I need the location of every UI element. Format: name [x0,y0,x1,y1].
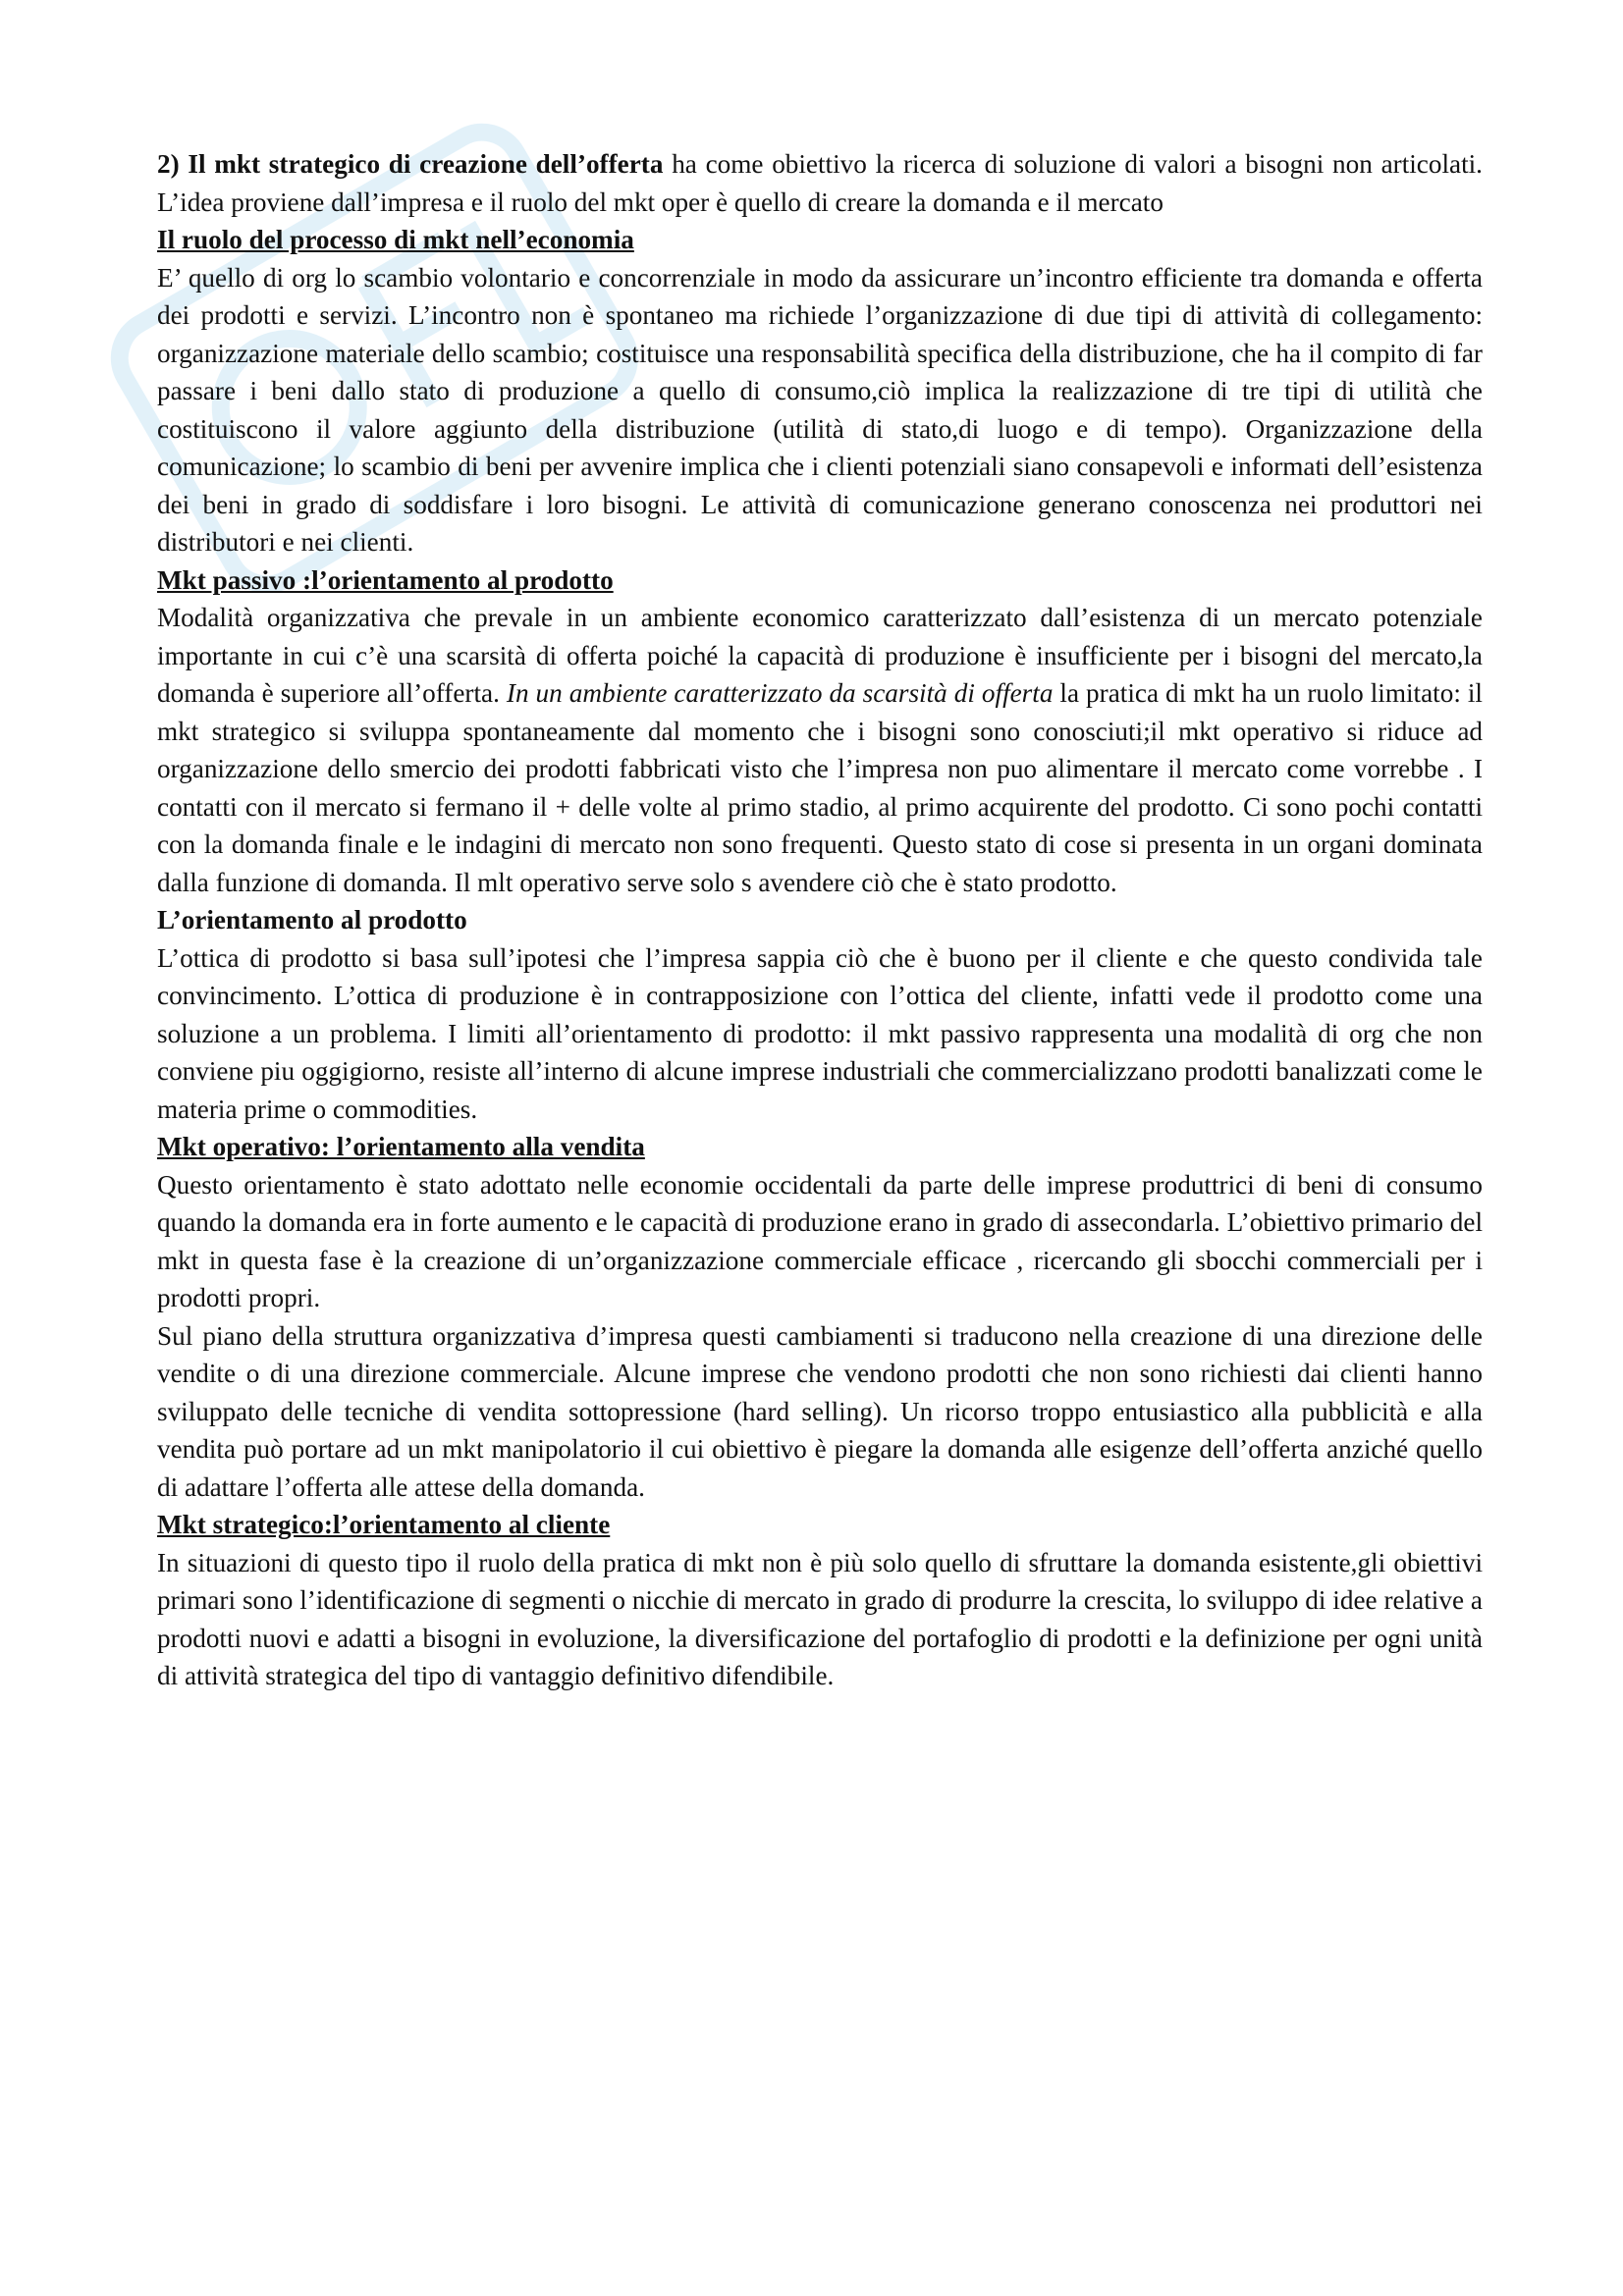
heading-orientamento-prodotto: L’orientamento al prodotto [157,905,467,934]
heading-mkt-operativo: Mkt operativo: l’orientamento alla vendita [157,1132,645,1161]
mkt-passivo-text-a: Modalità organizzativa che prevale in un ambiente economico caratterizzato dall’esistenza di un mercato potenziale importante in cui c’è una scarsità di offerta poiché la capacità di produzione è insufficiente per i bisogni del mercato,la domanda è superiore all’offerta. [157,603,1483,708]
document-page [157,145,1483,1695]
paragraph-mkt-passivo [157,599,1483,901]
paragraph-mkt-operativo: Questo orientamento è stato adottato nelle economie occidentali da parte delle imprese produttrici di beni di consumo quando la domanda era in forte aumento e le capacità di produzione erano in grado di assecondarla. L’obiettivo primario del mkt in questa fase è la creazione di un’organizzazione commerciale efficace , ricercando gli sbocchi commerciali per i prodotti propri. [157,1169,1483,1312]
paragraph-mkt-strategico: In situazioni di questo tipo il ruolo della pratica di mkt non è più solo quello di sfruttare la domanda esistente,gli obiettivi primari sono l’identificazione di segmenti o nicchie di mercato in grado di produrre la crescita, lo sviluppo di idee relative a prodotti nuovi e adatti a bisogni in evoluzione, la diversificazione del portafoglio di prodotti e la definizione per ogni unità di attività strategica del tipo di vantaggio definitivo difendibile. [157,1547,1483,1690]
paragraph-struttura-organizzativa: Sul piano della struttura organizzativa d’impresa questi cambiamenti si traducono nella creazione di una direzione delle vendite o di una direzione commerciale. Alcune imprese che vendono prodotti che non sono richiesti dai clienti hanno sviluppato delle tecniche di vendita sottopressione (hard selling). Un ricorso troppo entusiastico alla pubblicità e alla vendita può portare ad un mkt manipolatorio il cui obiettivo è piegare la domanda alle esigenze dell’offerta anziché quello di adattare l’offerta alle attese della domanda. [157,1320,1483,1502]
heading-mkt-strategico: Mkt strategico:l’orientamento al cliente [157,1510,611,1539]
mkt-passivo-text-b: la pratica di mkt ha un ruolo limitato: il mkt strategico si sviluppa spontaneamente dal momento che i bisogni sono conosciuti;il mkt operativo si riduce ad organizzazione dello smercio dei prodotti fabbricati visto che l’impresa non puo alimentare il mercato come vorrebbe . I contatti con il mercato si fermano il + delle volte al primo stadio, al primo acquirente del prodotto. Ci sono pochi contatti con la domanda finale e le indagini di mercato non sono frequenti. Questo stato di cose si presenta in un organi dominata dalla funzione di domanda. Il mlt operativo serve solo s avendere ciò che è stato prodotto. [157,678,1483,897]
heading-ruolo-processo: Il ruolo del processo di mkt nell’economia [157,225,634,254]
paragraph-orientamento-prodotto: L’ottica di prodotto si basa sull’ipotesi che l’impresa sappia ciò che è buono per il cliente e che questo condivida tale convincimento. L’ottica di produzione è in contrapposizione con l’ottica del cliente, infatti vede il prodotto come una soluzione a un problema. I limiti all’orientamento di prodotto: il mkt passivo rappresenta una modalità di org che non conviene piu oggigiorno, resiste all’interno di alcune imprese industriali che commercializzano prodotti banalizzati come le materia prime o commodities. [157,942,1483,1124]
intro-text: ha come obiettivo la ricerca di soluzione di valori a bisogni non articolati. L’idea proviene dall’impresa e il ruolo del mkt oper è quello di creare la domanda e il mercato [157,149,1483,217]
paragraph-ruolo-processo: E’ quello di org lo scambio volontario e concorrenziale in modo da assicurare un’incontro efficiente tra domanda e offerta dei prodotti e servizi. L’incontro non è spontaneo ma richiede l’organizzazione di due tipi di attività di collegamento: organizzazione materiale dello scambio; costituisce una responsabilità specifica della distribuzione, che ha il compito di far passare i beni dallo stato di produzione a quello di consumo,ciò implica la realizzazione di tre tipi di utilità che costituiscono il valore aggiunto della distribuzione (utilità di stato,di luogo e di tempo). Organizzazione della comunicazione; lo scambio di beni per avvenire implica che i clienti potenziali siano consapevoli e informati dell’esistenza dei beni in grado di soddisfare i loro bisogni. Le attività di comunicazione generano conoscenza nei produttori nei distributori e nei clienti. [157,262,1483,557]
paragraph-intro [157,145,1483,221]
mkt-passivo-italic: In un ambiente caratterizzato da scarsità di offerta [506,678,1054,708]
intro-lead: 2) Il mkt strategico di creazione dell’offerta [157,149,664,179]
heading-mkt-passivo: Mkt passivo :l’orientamento al prodotto [157,564,614,595]
